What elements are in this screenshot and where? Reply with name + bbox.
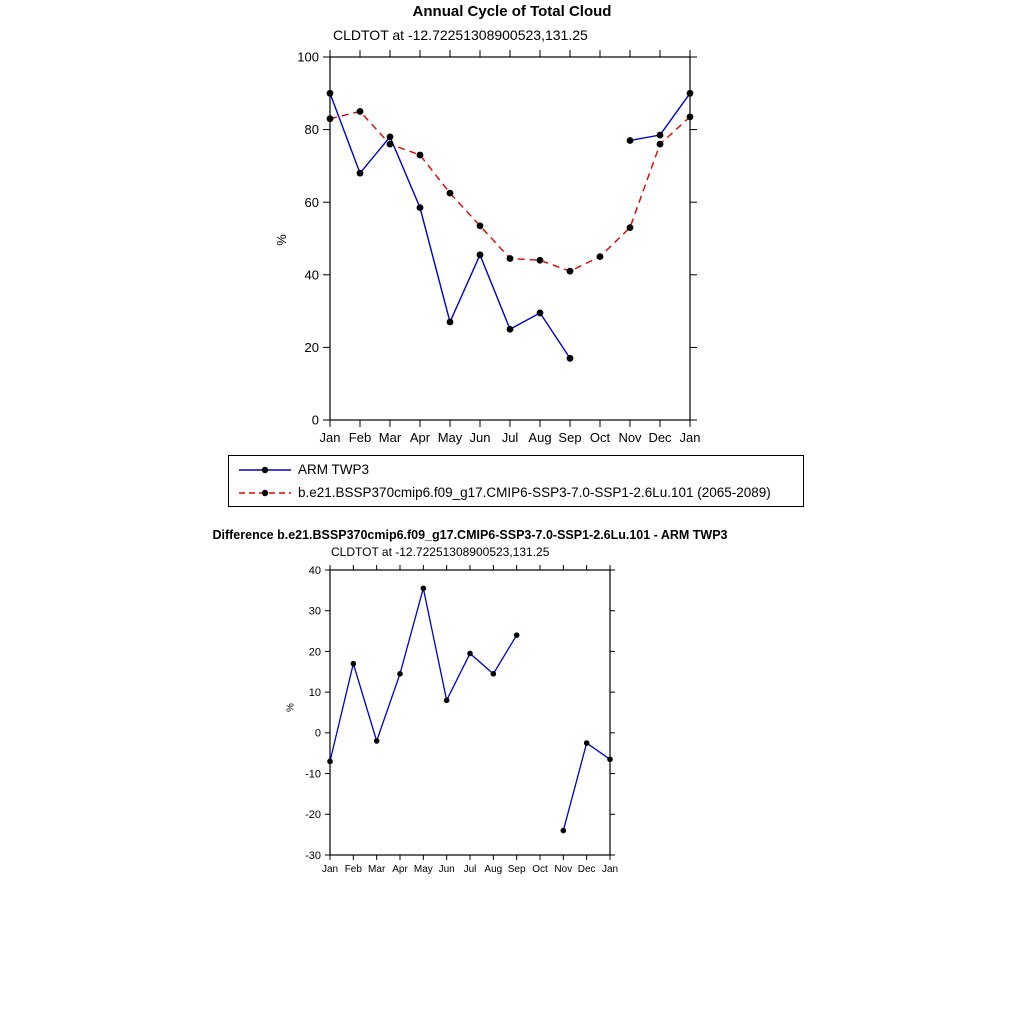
difference-title: Difference b.e21.BSSP370cmip6.f09_g17.CMIP6-SSP3-7.0-SSP1-2.6Lu.101 - ARM TWP3 bbox=[212, 528, 728, 542]
x-tick-label: Aug bbox=[484, 864, 503, 875]
x-tick-label: May bbox=[413, 864, 433, 875]
x-tick-label: Dec bbox=[577, 864, 596, 875]
x-tick-label: Sep bbox=[507, 864, 526, 875]
x-tick-label: Jan bbox=[679, 430, 701, 445]
data-marker bbox=[584, 740, 590, 746]
x-tick-label: Mar bbox=[378, 430, 402, 445]
data-marker bbox=[507, 326, 514, 333]
y-tick-label: 40 bbox=[304, 267, 319, 283]
x-tick-label: Jan bbox=[319, 430, 341, 445]
y-tick-label: 0 bbox=[314, 727, 321, 740]
data-marker bbox=[491, 671, 497, 677]
data-marker bbox=[387, 133, 394, 140]
x-tick-label: Dec bbox=[648, 430, 672, 445]
x-tick-label: Apr bbox=[409, 430, 431, 445]
x-tick-label: Aug bbox=[528, 430, 552, 445]
data-marker bbox=[657, 132, 664, 139]
x-tick-label: Feb bbox=[344, 864, 362, 875]
legend-item-arm-twp3 bbox=[237, 460, 803, 480]
data-marker bbox=[597, 253, 604, 260]
x-tick-label: Jan bbox=[601, 864, 619, 875]
x-tick-label: Oct bbox=[532, 864, 548, 875]
data-marker bbox=[417, 152, 424, 159]
data-marker bbox=[537, 257, 544, 264]
data-marker bbox=[537, 310, 544, 317]
data-marker bbox=[477, 251, 484, 258]
y-tick-label: 20 bbox=[304, 339, 319, 355]
data-marker bbox=[387, 141, 394, 148]
data-marker bbox=[507, 255, 514, 262]
x-tick-label: Jun bbox=[469, 430, 491, 445]
data-marker bbox=[657, 141, 664, 148]
data-marker bbox=[514, 632, 520, 638]
data-marker bbox=[607, 757, 613, 763]
legend-label-model: b.e21.BSSP370cmip6.f09_g17.CMIP6-SSP3-7.0-SSP1-2.6Lu.101 (2065-2089) bbox=[298, 485, 771, 500]
data-marker bbox=[327, 759, 333, 765]
y-tick-label: 30 bbox=[308, 605, 321, 618]
data-marker bbox=[447, 190, 454, 197]
x-tick-label: Sep bbox=[558, 430, 582, 445]
data-marker bbox=[477, 222, 484, 229]
legend bbox=[228, 455, 804, 507]
data-marker bbox=[374, 738, 380, 744]
data-marker bbox=[567, 355, 574, 362]
x-tick-label: May bbox=[437, 430, 463, 445]
x-tick-label: Feb bbox=[348, 430, 372, 445]
legend-sample-marker bbox=[262, 466, 268, 472]
series-line bbox=[330, 93, 570, 358]
difference-y-axis-label: % bbox=[285, 703, 297, 712]
data-marker bbox=[627, 224, 634, 231]
x-tick-label: Jun bbox=[438, 864, 455, 875]
annual-cycle-subtitle: CLDTOT at -12.72251308900523,131.25 bbox=[333, 27, 588, 43]
annual-cycle-title: Annual Cycle of Total Cloud bbox=[412, 3, 612, 20]
y-tick-label: 100 bbox=[297, 49, 319, 65]
legend-item-model bbox=[237, 483, 803, 503]
data-marker bbox=[357, 108, 364, 115]
series-line bbox=[330, 111, 690, 271]
data-marker bbox=[327, 115, 334, 122]
x-tick-label: Jul bbox=[463, 864, 477, 875]
legend-line-sample-arm bbox=[237, 464, 293, 476]
data-marker bbox=[687, 113, 694, 120]
x-tick-label: Mar bbox=[368, 864, 386, 875]
series-line bbox=[563, 743, 610, 831]
y-tick-label: -30 bbox=[305, 849, 321, 862]
x-tick-label: Jul bbox=[501, 430, 519, 445]
x-tick-label: Jan bbox=[321, 864, 339, 875]
y-tick-label: 20 bbox=[308, 646, 321, 659]
y-tick-label: 40 bbox=[308, 564, 321, 577]
y-tick-label: 10 bbox=[308, 686, 321, 699]
data-marker bbox=[327, 90, 334, 97]
data-marker bbox=[561, 828, 567, 834]
data-marker bbox=[567, 268, 574, 275]
annual-cycle-y-axis-label: % bbox=[274, 234, 289, 246]
difference-plot bbox=[0, 560, 1024, 890]
data-marker bbox=[444, 697, 450, 703]
data-marker bbox=[421, 586, 427, 592]
x-tick-label: Oct bbox=[589, 430, 611, 445]
data-marker bbox=[467, 651, 473, 657]
data-marker bbox=[351, 661, 357, 667]
legend-label-arm-twp3: ARM TWP3 bbox=[298, 462, 370, 477]
data-marker bbox=[447, 319, 454, 326]
y-tick-label: -10 bbox=[305, 768, 321, 781]
plot-frame bbox=[330, 57, 690, 420]
annual-cycle-plot bbox=[0, 45, 1024, 455]
data-marker bbox=[357, 170, 364, 177]
legend-line-sample-model bbox=[237, 487, 293, 499]
series-line bbox=[330, 588, 517, 761]
x-tick-label: Nov bbox=[554, 864, 573, 875]
x-tick-label: Nov bbox=[618, 430, 642, 445]
difference-subtitle: CLDTOT at -12.72251308900523,131.25 bbox=[331, 545, 550, 559]
y-tick-label: 80 bbox=[304, 122, 319, 138]
data-marker bbox=[397, 671, 403, 677]
y-tick-label: 60 bbox=[304, 194, 319, 210]
y-tick-label: -20 bbox=[305, 809, 321, 822]
x-tick-label: Apr bbox=[392, 864, 408, 875]
y-tick-label: 0 bbox=[311, 412, 319, 428]
legend-sample-marker bbox=[262, 489, 268, 495]
data-marker bbox=[417, 204, 424, 211]
data-marker bbox=[627, 137, 634, 144]
data-marker bbox=[687, 90, 694, 97]
